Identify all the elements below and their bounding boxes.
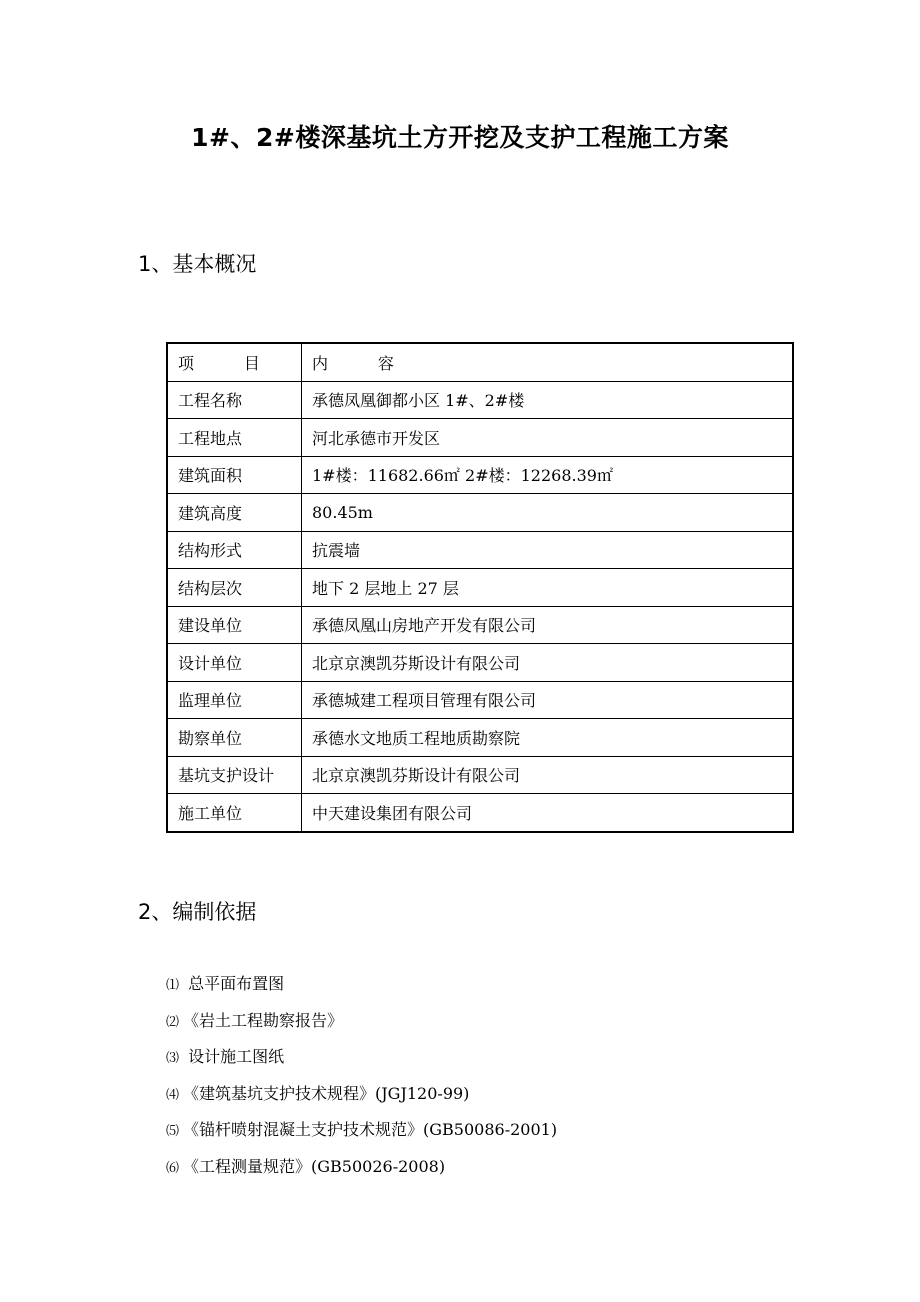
row-key: 工程名称 bbox=[167, 381, 302, 419]
table-header-key: 项 目 bbox=[167, 343, 302, 381]
table-row bbox=[167, 719, 793, 757]
row-key: 建筑面积 bbox=[167, 456, 302, 494]
row-value: 北京京澳凯芬斯设计有限公司 bbox=[302, 644, 794, 682]
list-item bbox=[166, 1149, 557, 1186]
list-item-text: 《工程测量规范》(GB50026-2008) bbox=[183, 1156, 446, 1176]
section-heading-basic-overview: 1、基本概况 bbox=[138, 252, 257, 276]
table-header-row bbox=[167, 343, 793, 381]
list-item-text: 《岩土工程勘察报告》 bbox=[183, 1010, 344, 1030]
row-value: 抗震墙 bbox=[302, 531, 794, 569]
table-row bbox=[167, 381, 793, 419]
row-key: 工程地点 bbox=[167, 419, 302, 457]
row-key: 结构形式 bbox=[167, 531, 302, 569]
row-key: 勘察单位 bbox=[167, 719, 302, 757]
list-item bbox=[166, 1112, 557, 1149]
row-value: 河北承德市开发区 bbox=[302, 419, 794, 457]
section-heading-compilation-basis: 2、编制依据 bbox=[138, 900, 257, 924]
row-value: 地下 2 层地上 27 层 bbox=[302, 569, 794, 607]
table-row bbox=[167, 494, 793, 532]
list-item-number: ⑷ bbox=[166, 1087, 180, 1103]
project-overview-table bbox=[166, 342, 794, 833]
document-title: 1#、2#楼深基坑土方开挖及支护工程施工方案 bbox=[191, 123, 729, 152]
row-key: 施工单位 bbox=[167, 794, 302, 832]
table-row bbox=[167, 456, 793, 494]
table-row bbox=[167, 531, 793, 569]
table-row bbox=[167, 644, 793, 682]
row-key: 监理单位 bbox=[167, 681, 302, 719]
row-value: 北京京澳凯芬斯设计有限公司 bbox=[302, 756, 794, 794]
list-item-number: ⑴ bbox=[166, 978, 180, 993]
row-value: 承德水文地质工程地质勘察院 bbox=[302, 719, 794, 757]
list-item bbox=[166, 1003, 557, 1040]
row-value: 1#楼：11682.66㎡ 2#楼：12268.39㎡ bbox=[302, 456, 794, 494]
basis-list bbox=[166, 966, 557, 1185]
row-key: 设计单位 bbox=[167, 644, 302, 682]
list-item-number: ⑹ bbox=[166, 1160, 180, 1176]
list-item-text: 设计施工图纸 bbox=[183, 1047, 285, 1066]
table-row bbox=[167, 419, 793, 457]
list-item bbox=[166, 1039, 557, 1076]
row-key: 基坑支护设计 bbox=[167, 756, 302, 794]
table-row bbox=[167, 606, 793, 644]
row-value: 中天建设集团有限公司 bbox=[302, 794, 794, 832]
table-row bbox=[167, 794, 793, 832]
row-value: 承德凤凰山房地产开发有限公司 bbox=[302, 606, 794, 644]
row-value: 承德城建工程项目管理有限公司 bbox=[302, 681, 794, 719]
table-row bbox=[167, 756, 793, 794]
list-item-number: ⑵ bbox=[166, 1014, 180, 1030]
row-value: 承德凤凰御都小区 1#、2#楼 bbox=[302, 381, 794, 419]
row-value: 80.45m bbox=[302, 494, 794, 532]
list-item-number: ⑶ bbox=[166, 1051, 180, 1066]
table-header-value: 内 容 bbox=[302, 343, 794, 381]
list-item-number: ⑸ bbox=[166, 1124, 180, 1139]
list-item bbox=[166, 1076, 557, 1113]
list-item bbox=[166, 966, 557, 1003]
table-row bbox=[167, 569, 793, 607]
list-item-text: 《锚杆喷射混凝土支护技术规范》(GB50086-2001) bbox=[183, 1120, 558, 1139]
list-item-text: 《建筑基坑支护技术规程》(JGJ120-99) bbox=[183, 1083, 470, 1103]
row-key: 建筑高度 bbox=[167, 494, 302, 532]
row-key: 结构层次 bbox=[167, 569, 302, 607]
list-item-text: 总平面布置图 bbox=[183, 974, 285, 993]
table-row bbox=[167, 681, 793, 719]
row-key: 建设单位 bbox=[167, 606, 302, 644]
